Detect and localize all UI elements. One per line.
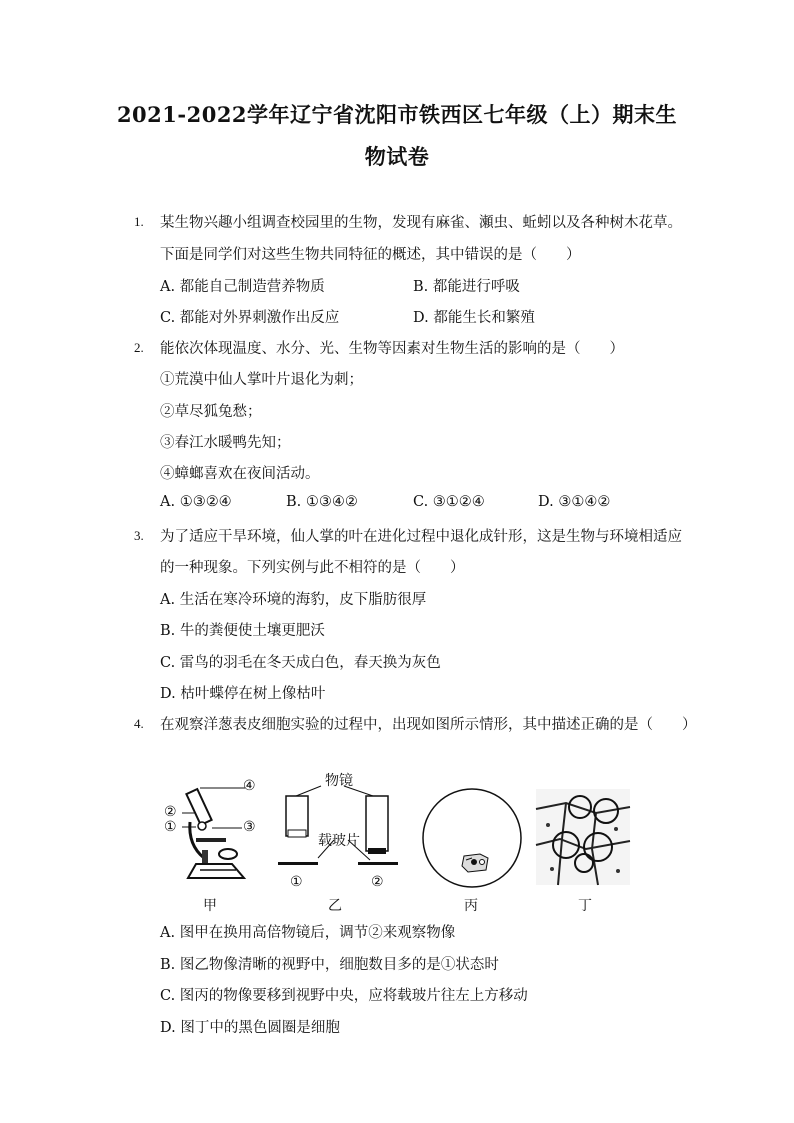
- question-1-option-b[interactable]: B. 都能进行呼吸: [413, 279, 520, 295]
- question-4-number: 4.: [134, 716, 144, 731]
- question-3-option-b[interactable]: B. 牛的粪便使土壤更肥沃: [160, 623, 325, 639]
- page-title-line-2: 物试卷: [364, 144, 430, 169]
- question-2-stem-line-4: ③春江水暖鸭先知；: [160, 435, 291, 451]
- figure-caption-ding: 丁: [578, 898, 592, 914]
- question-3-stem-line-2: 的一种现象。下列实例与此不相符的是（ ）: [160, 560, 465, 576]
- figure-jia-marker-1: ①: [164, 819, 177, 835]
- figure-yi-marker-2: ②: [371, 874, 384, 890]
- figure-jia-marker-2: ②: [164, 804, 177, 820]
- question-2-stem-line-3: ②草尽狐兔愁；: [160, 404, 262, 420]
- figure-caption-yi: 乙: [328, 898, 342, 914]
- question-2-stem-line-5: ④蟑螂喜欢在夜间活动。: [160, 466, 320, 482]
- question-3-option-d[interactable]: D. 枯叶蝶停在树上像枯叶: [160, 686, 326, 702]
- question-2-stem-line-1: 能依次体现温度、水分、光、生物等因素对生物生活的影响的是（ ）: [160, 341, 624, 357]
- question-3-option-a[interactable]: A. 生活在寒冷环境的海豹，皮下脂肪很厚: [160, 592, 427, 608]
- figure-yi-marker-1: ①: [290, 874, 303, 890]
- figure-caption-jia: 甲: [203, 898, 217, 914]
- question-1-option-a[interactable]: A. 都能自己制造营养物质: [160, 279, 325, 295]
- question-4-stem-line-1: 在观察洋葱表皮细胞实验的过程中，出现如图所示情形，其中描述正确的是（ ）: [160, 717, 697, 733]
- question-2-option-c[interactable]: C. ③①②④: [413, 494, 485, 510]
- question-1-option-c[interactable]: C. 都能对外界刺激作出反应: [160, 310, 340, 326]
- question-1-number: 1.: [134, 214, 144, 229]
- question-4-option-d[interactable]: D. 图丁中的黑色圆圈是细胞: [160, 1020, 340, 1036]
- question-4-option-a[interactable]: A. 图甲在换用高倍物镜后，调节②来观察物像: [160, 925, 456, 941]
- question-1-option-d[interactable]: D. 都能生长和繁殖: [413, 310, 535, 326]
- question-3-stem-line-1: 为了适应干旱环境，仙人掌的叶在进化过程中退化成针形，这是生物与环境相适应: [160, 529, 682, 545]
- question-2-option-b[interactable]: B. ①③④②: [286, 494, 358, 510]
- question-1-stem-line-1: 某生物兴趣小组调查校园里的生物，发现有麻雀、瀬虫、蚯蚓以及各种树木花草。: [160, 215, 682, 231]
- question-4-option-c[interactable]: C. 图丙的物像要移到视野中央，应将载玻片往左上方移动: [160, 988, 528, 1004]
- question-2-option-a[interactable]: A. ①③②④: [160, 494, 232, 510]
- figure-caption-bing: 丙: [464, 898, 478, 914]
- question-1-stem-line-2: 下面是同学们对这些生物共同特征的概述，其中错误的是（ ）: [160, 247, 581, 263]
- question-2-number: 2.: [134, 340, 144, 355]
- field-of-view-figure: [420, 786, 526, 892]
- page-title-line-1: 2021-2022学年辽宁省沈阳市铁西区七年级（上）期末生: [116, 102, 678, 127]
- question-3-number: 3.: [134, 528, 144, 543]
- figure-jia-marker-4: ④: [243, 778, 256, 794]
- figure-jia-marker-3: ③: [243, 819, 256, 835]
- question-2-stem-line-2: ①荒漠中仙人掌叶片退化为刺；: [160, 372, 363, 388]
- figure-objective-label: 物镜: [325, 773, 353, 789]
- cell-bubbles-figure: [536, 789, 630, 885]
- question-4-option-b[interactable]: B. 图乙物像清晰的视野中，细胞数目多的是①状态时: [160, 957, 499, 973]
- question-3-option-c[interactable]: C. 雷鸟的羽毛在冬天成白色，春天换为灰色: [160, 655, 441, 671]
- figure-slide-label: 载玻片: [318, 833, 360, 849]
- question-2-option-d[interactable]: D. ③①④②: [538, 494, 611, 510]
